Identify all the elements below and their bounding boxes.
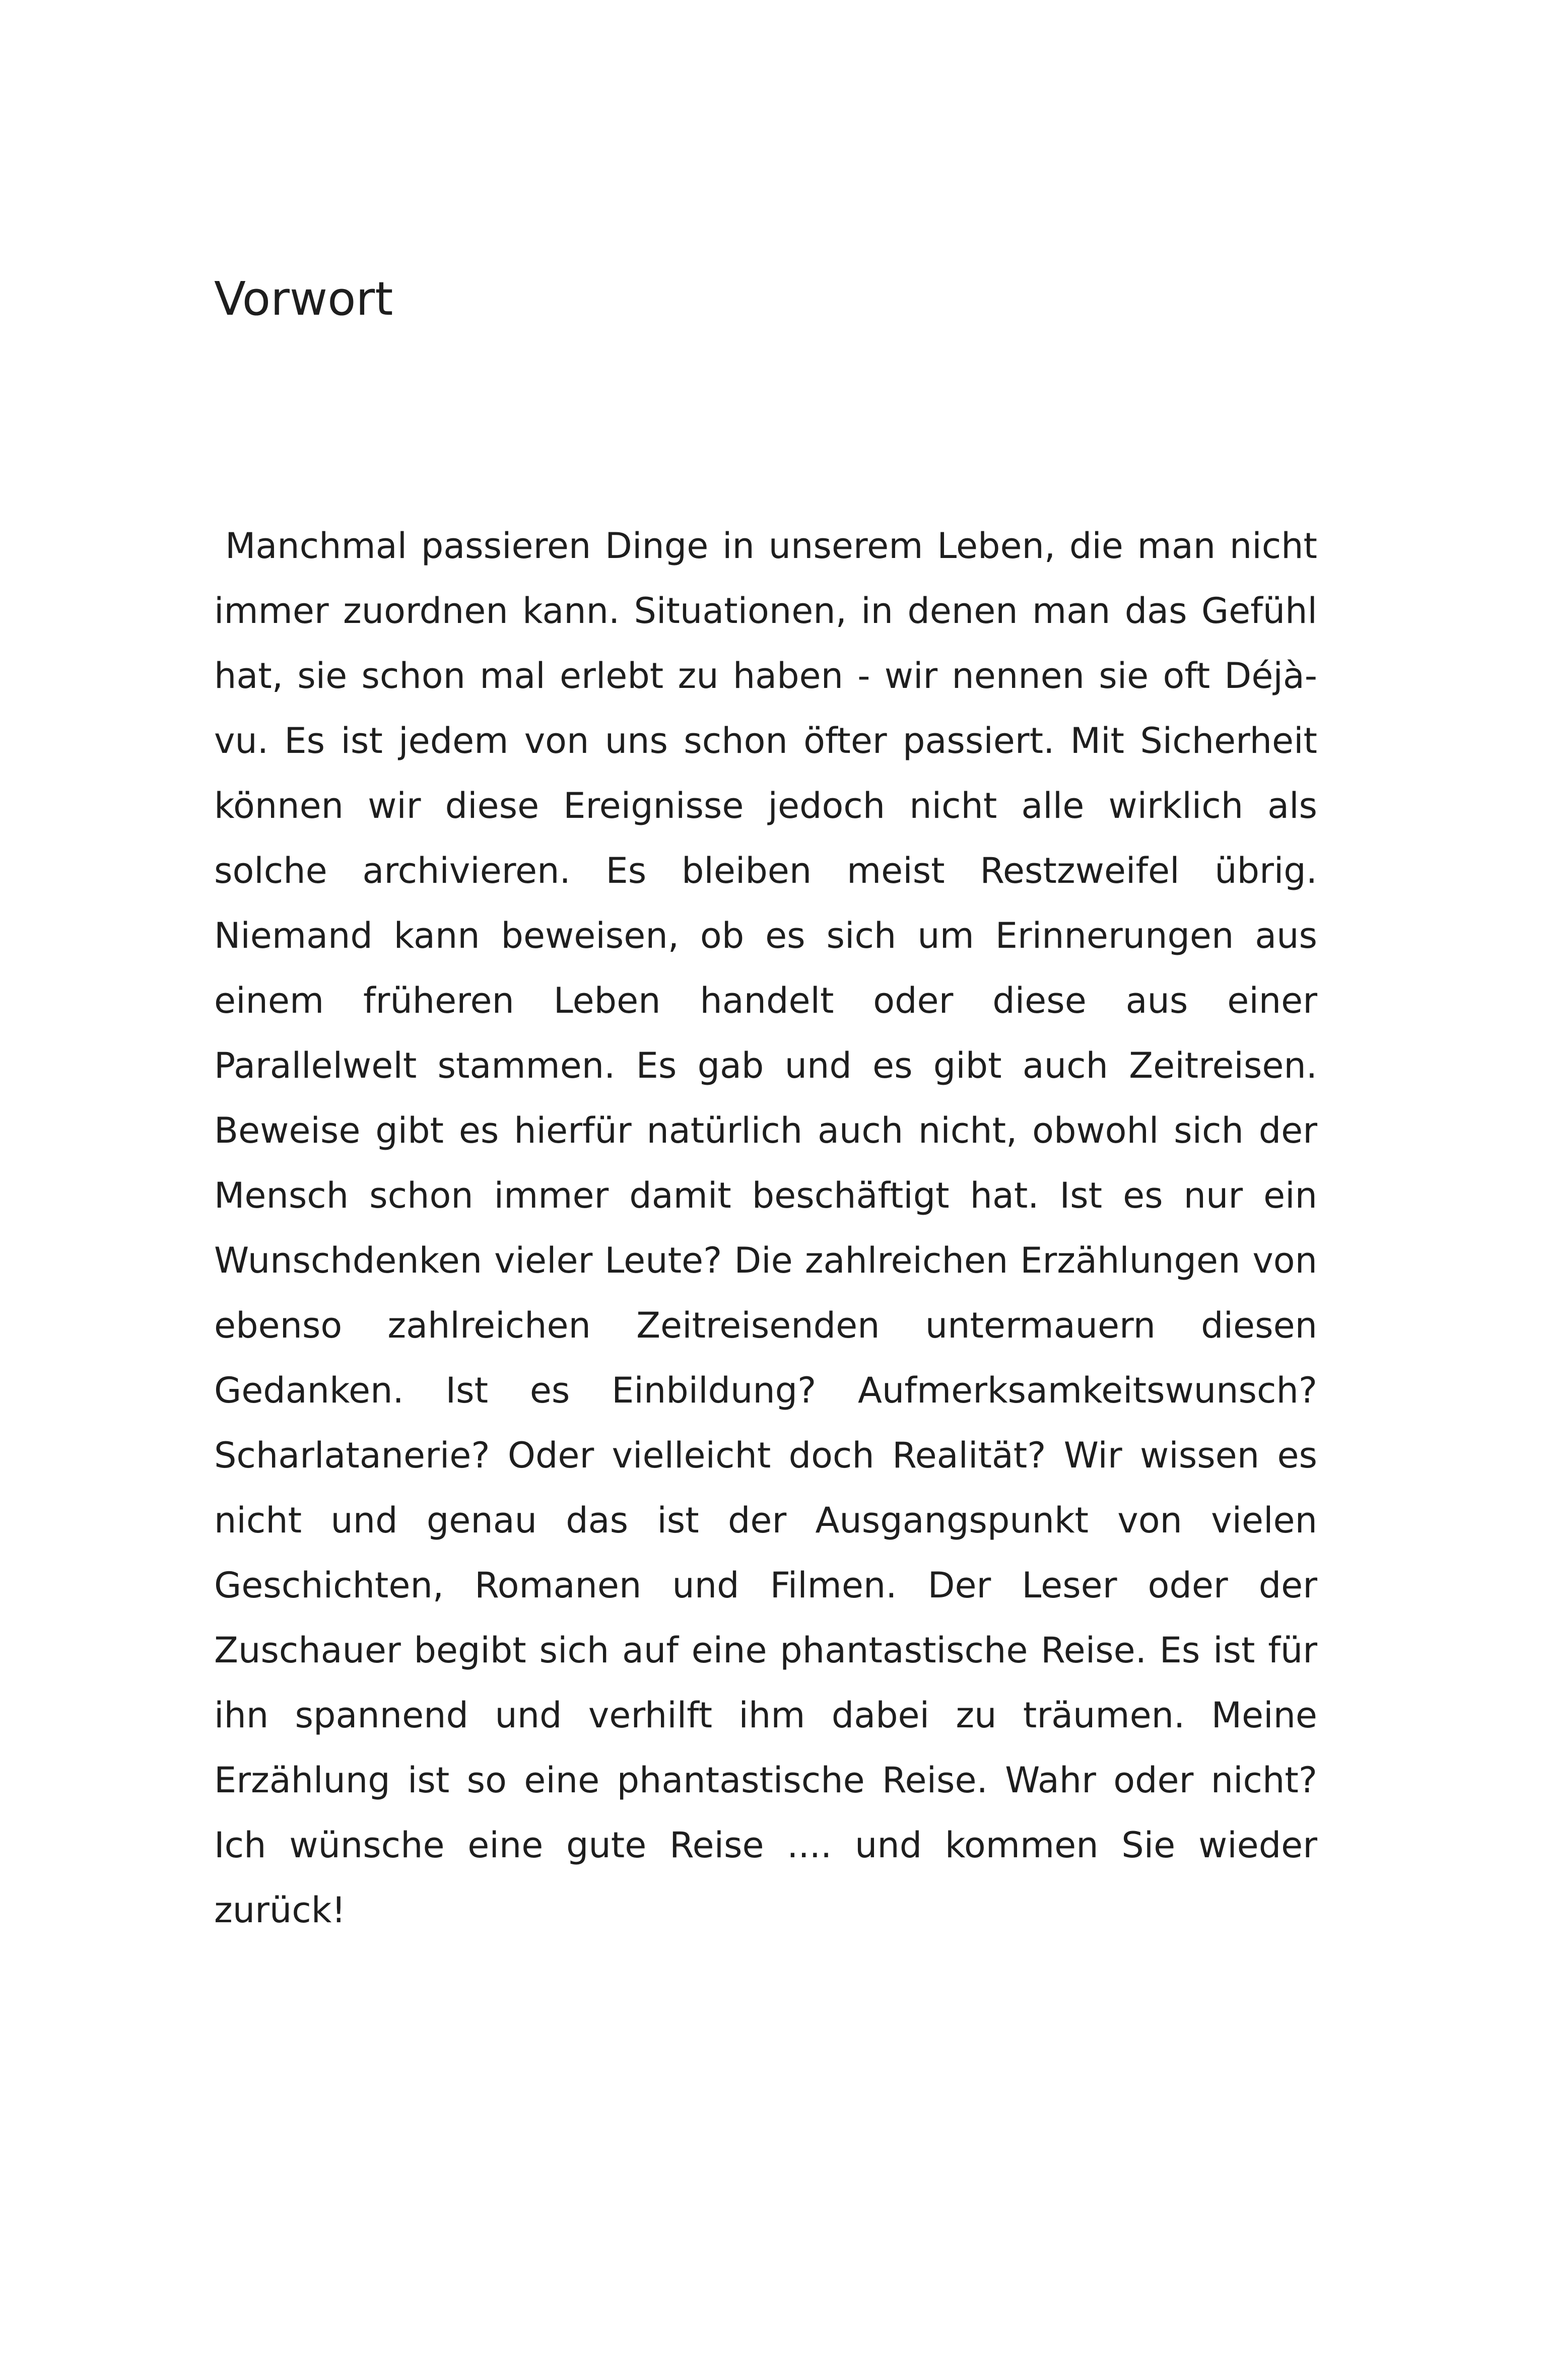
chapter-heading: Vorwort [214,272,393,326]
body-paragraph: Manchmal passieren Dinge in unserem Leben, die man nicht immer zuordnen kann. Situationen, in denen man das Gefühl hat, sie schon mal erlebt zu haben - wir nennen sie oft Déjà-vu. Es ist jedem von uns schon öfter passiert. Mit Sicherheit können wir diese Ereignisse jedoch nicht alle wirklich als solche archivieren. Es bleiben meist Restzweifel übrig. Niemand kann beweisen, ob es sich um Erinnerungen aus einem früheren Leben handelt oder diese aus einer Parallelwelt stammen. Es gab und es gibt auch Zeitreisen. Beweise gibt es hierfür natürlich auch nicht, obwohl sich der Mensch schon immer damit beschäftigt hat. Ist es nur ein Wunschdenken vieler Leute? Die zahlreichen Erzählungen von ebenso zahlreichen Zeitreisenden untermauern diesen Gedanken. Ist es Einbildung? Aufmerksamkeitswunsch? Scharlatanerie? Oder vielleicht doch Realität? Wir wissen es nicht und genau das ist der Ausgangspunkt von vielen Geschichten, Romanen und Filmen. Der Leser oder der Zuschauer begibt sich auf eine phantastische Reise. Es ist für ihn spannend und verhilft ihm dabei zu träumen. Meine Erzählung ist so eine phantastische Reise. Wahr oder nicht? Ich wünsche eine gute Reise .... und kommen Sie wieder zurück! [214,525,1317,1931]
